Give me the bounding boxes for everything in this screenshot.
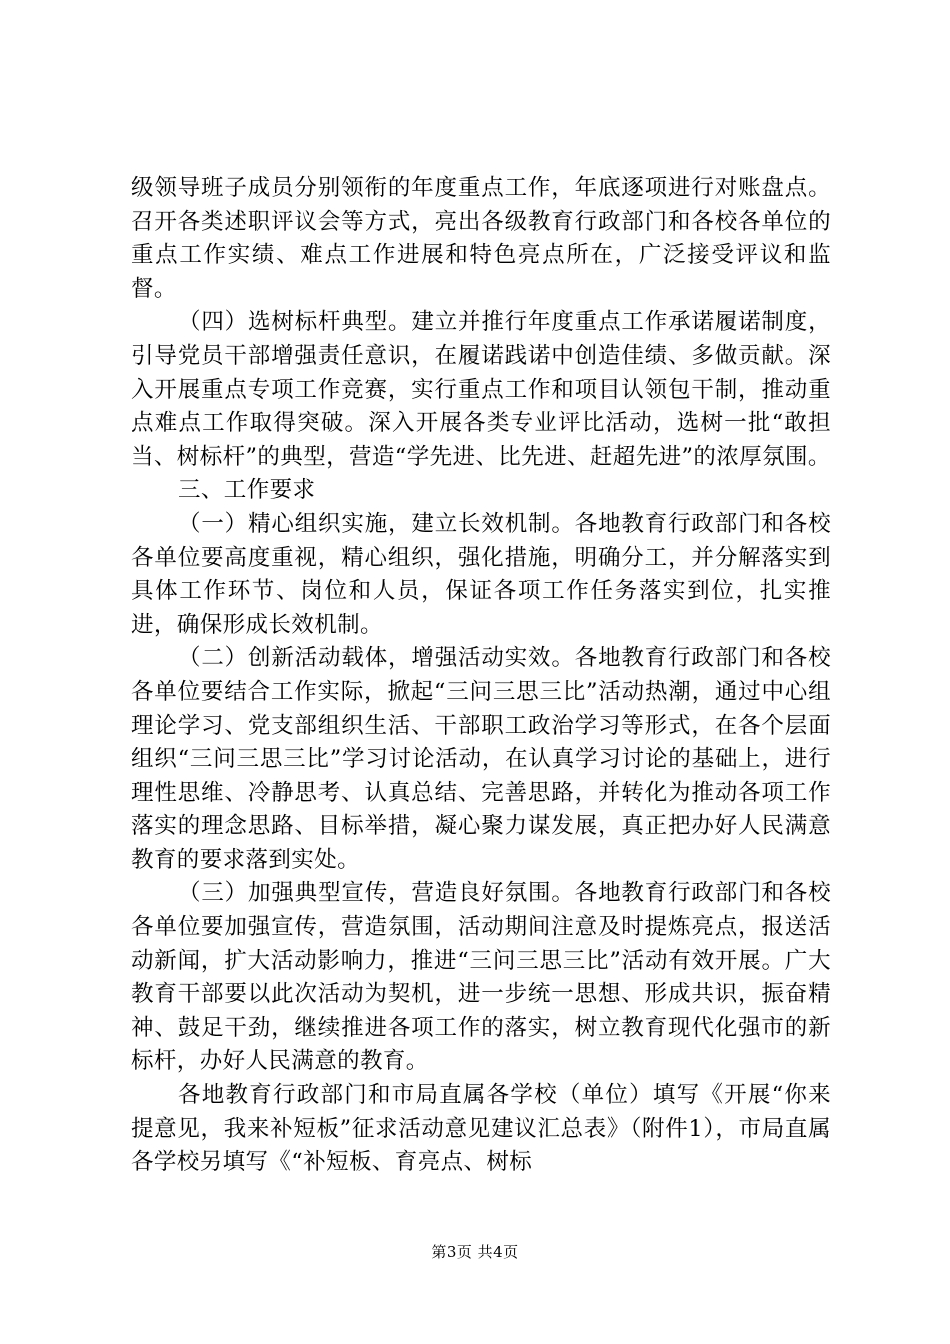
document-body — [131, 172, 831, 1180]
paragraph-requirement-two: （二）创新活动载体，增强活动实效。各地教育行政部门和各校各单位要结合工作实际，掀起“三问三思三比”活动热潮，通过中心组理论学习、党支部组织生活、干部职工政治学习等形式，在各个层面组织“三问三思三比”学习讨论活动，在认真学习讨论的基础上，进行理性思维、冷静思考、认真总结、完善思路，并转化为推动各项工作落实的理念思路、目标举措，凝心聚力谋发展，真正把办好人民满意教育的要求落到实处。 — [131, 645, 831, 873]
section-heading-work-requirements: 三、工作要求 — [178, 477, 316, 504]
paragraph-continuation: 级领导班子成员分别领衔的年度重点工作，年底逐项进行对账盘点。召开各类述职评议会等方式，亮出各级教育行政部门和各校各单位的重点工作实绩、难点工作进展和特色亮点所在，广泛接受评议和监督。 — [131, 175, 831, 302]
paragraph-requirement-three: （三）加强典型宣传，营造良好氛围。各地教育行政部门和各校各单位要加强宣传，营造氛围，活动期间注意及时提炼亮点，报送活动新闻，扩大活动影响力，推进“三问三思三比”活动有效开展。广大教育干部要以此次活动为契机，进一步统一思想、形成共识，振奋精神、鼓足干劲，继续推进各项工作的落实，树立教育现代化强市的新标杆，办好人民满意的教育。 — [131, 880, 831, 1075]
paragraph-requirement-one: （一）精心组织实施，建立长效机制。各地教育行政部门和各校各单位要高度重视，精心组织，强化措施，明确分工，并分解落实到具体工作环节、岗位和人员，保证各项工作任务落实到位，扎实推进，确保形成长效机制。 — [131, 510, 831, 638]
paragraph-attachment-instructions: 各地教育行政部门和市局直属各学校（单位）填写《开展“你来提意见，我来补短板”征求活动意见建议汇总表》（附件1），市局直属各学校另填写《“补短板、育亮点、树标 — [131, 1082, 831, 1176]
paragraph-section-four: （四）选树标杆典型。建立并推行年度重点工作承诺履诺制度，引导党员干部增强责任意识，在履诺践诺中创造佳绩、多做贡献。深入开展重点专项工作竞赛，实行重点工作和项目认领包干制，推动重点难点工作取得突破。深入开展各类专业评比活动，选树一批“敢担当、树标杆”的典型，营造“学先进、比先进、赶超先进”的浓厚氛围。 — [131, 309, 831, 470]
page-number-footer: 第3页 共4页 — [431, 1243, 519, 1261]
